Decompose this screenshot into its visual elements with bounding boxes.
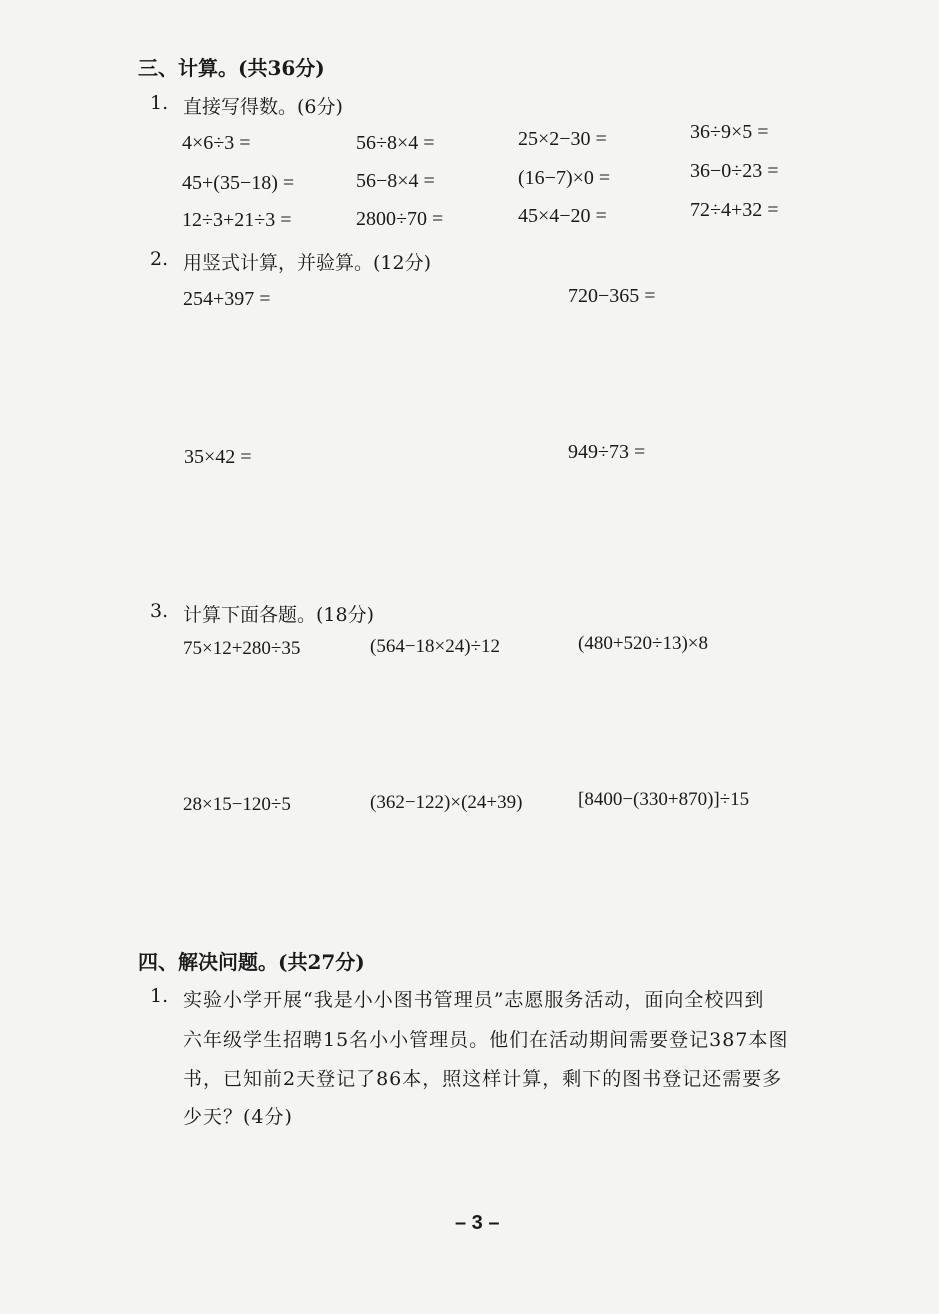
q3-r1-expr-2: (564−18×24)÷12 [370,636,501,657]
q1-r1-expr-2: 56÷8×4 = [356,132,435,154]
q3-r2-expr-2: (362−122)×(24+39) [370,792,523,813]
s4-q1-line-3: 书，已知前2天登记了86本，照这样计算，剩下的图书登记还需要多 [183,1068,783,1090]
section-4-title: 四、解决问题。(共27分) [138,950,365,974]
q2-expr-2: 720−365 = [568,285,656,307]
q1-r3-expr-2: 2800÷70 = [356,208,444,230]
q3-r1-expr-1: 75×12+280÷35 [183,638,301,659]
s4-q1-line-2: 六年级学生招聘15名小小管理员。他们在活动期间需要登记387本图 [183,1029,789,1051]
q3-heading: 计算下面各题。(18分) [183,604,375,626]
q1-number: 1. [150,92,169,114]
q3-r1-expr-3: (480+520÷13)×8 [578,633,709,654]
s4-q1-line-1: 实验小学开展“我是小小图书管理员”志愿服务活动，面向全校四到 [183,989,765,1011]
q1-r2-expr-1: 45+(35−18) = [182,172,295,194]
page-number: – 3 – [455,1212,500,1234]
q1-r2-expr-2: 56−8×4 = [356,170,435,192]
q1-r3-expr-4: 72÷4+32 = [690,199,779,221]
s4-q1-number: 1. [150,985,169,1007]
q2-expr-1: 254+397 = [183,288,271,310]
s4-q1-line-4: 少天？(4分) [183,1106,293,1128]
q1-r3-expr-1: 12÷3+21÷3 = [182,209,292,231]
q1-r2-expr-4: 36−0÷23 = [690,160,779,182]
section-3-title: 三、计算。(共36分) [138,56,325,80]
q1-r1-expr-3: 25×2−30 = [518,128,607,150]
q2-heading: 用竖式计算，并验算。(12分) [183,252,432,274]
q2-expr-4: 949÷73 = [568,441,646,463]
q1-heading: 直接写得数。(6分) [183,96,343,118]
q3-r2-expr-1: 28×15−120÷5 [183,794,291,815]
q1-r2-expr-3: (16−7)×0 = [518,167,611,189]
q1-r1-expr-4: 36÷9×5 = [690,121,769,143]
q2-number: 2. [150,248,169,270]
q3-number: 3. [150,600,169,622]
q3-r2-expr-3: [8400−(330+870)]÷15 [578,789,750,810]
q1-r3-expr-3: 45×4−20 = [518,205,607,227]
q2-expr-3: 35×42 = [184,446,252,468]
q1-r1-expr-1: 4×6÷3 = [182,132,251,154]
